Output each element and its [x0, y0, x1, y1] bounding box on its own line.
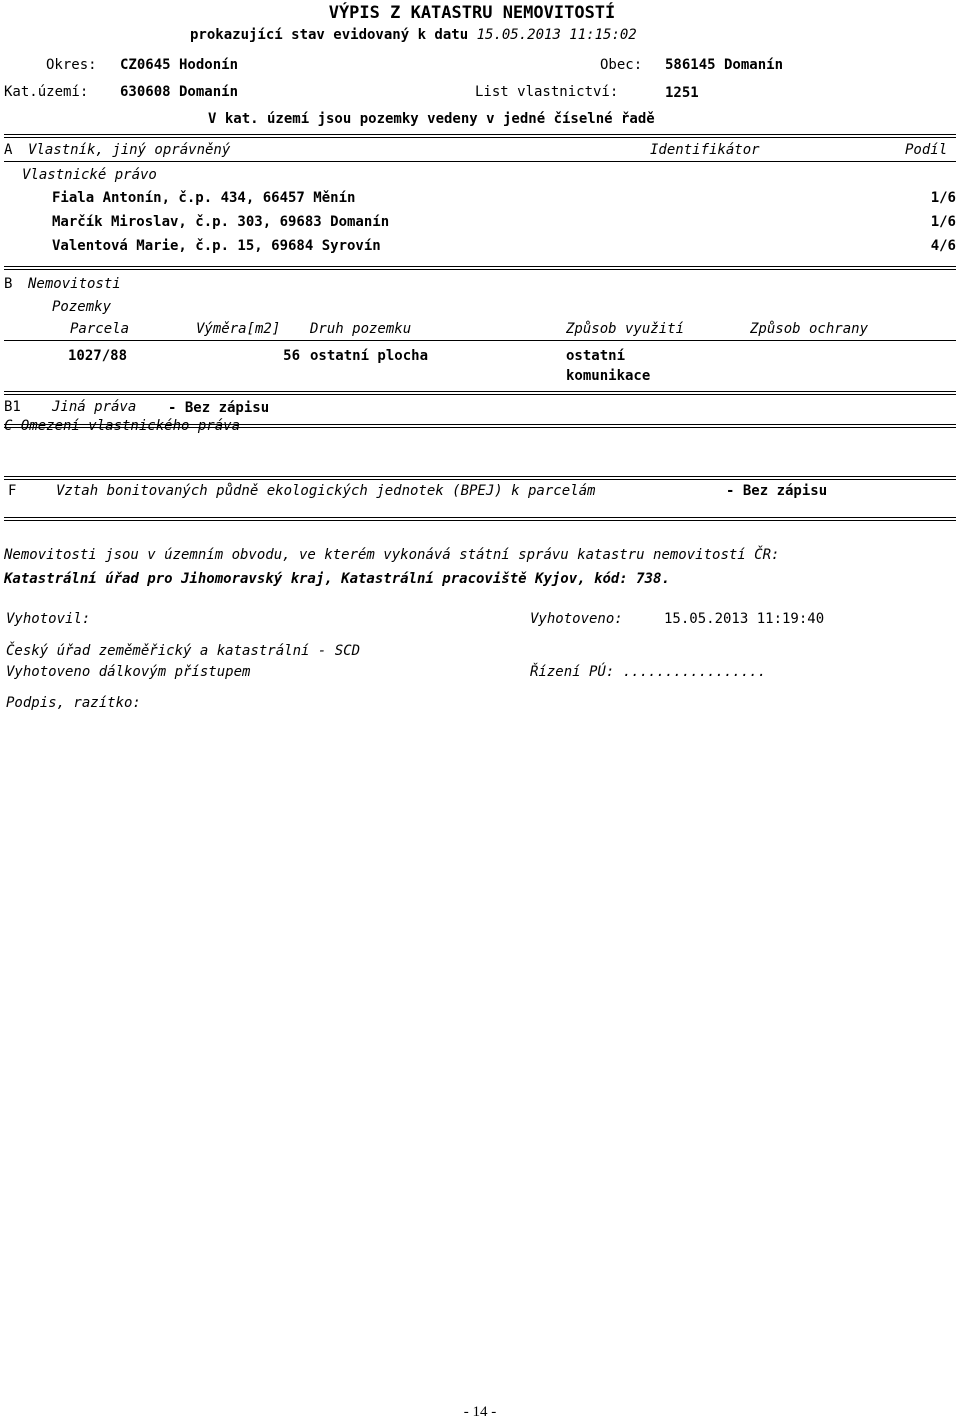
col-zpusob-ochrany: Způsob ochrany — [750, 321, 869, 337]
kat-uzemi-label: Kat.území: — [4, 84, 89, 100]
col-parcela: Parcela — [70, 321, 130, 337]
section-a-letter: A — [4, 142, 13, 158]
section-b1-title: Jiná práva — [52, 399, 137, 415]
owner-name: Fiala Antonín, č.p. 434, 66457 Měnín — [52, 190, 356, 206]
col-podil: Podíl — [905, 142, 948, 158]
parcel-area: 56 — [283, 348, 300, 364]
owner-name: Marčík Miroslav, č.p. 303, 69683 Domanín — [52, 214, 390, 230]
parcel-number: 1027/88 — [68, 348, 128, 364]
owner-share: 4/6 — [930, 238, 956, 254]
numbering-note: V kat. území jsou pozemky vedeny v jedné číselné řadě — [208, 111, 655, 127]
signature-stamp-label: Podpis, razítko: — [6, 695, 141, 711]
report-date: 15.05.2013 11:15:02 — [476, 27, 637, 43]
section-f-bottom-divider — [4, 517, 956, 521]
pozemky-heading: Pozemky — [52, 299, 112, 315]
section-b-title: Nemovitosti — [28, 276, 121, 292]
vlastnicke-pravo-heading: Vlastnické právo — [22, 167, 157, 183]
kat-uzemi-value: 630608 Domanín — [120, 84, 239, 100]
section-f-value: - Bez zápisu — [726, 483, 828, 499]
section-b1-value: - Bez zápisu — [168, 400, 270, 416]
col-druh-pozemku: Druh pozemku — [310, 321, 412, 337]
section-f-title: Vztah bonitovaných půdně ekologických jednotek (BPEJ) k parcelám — [56, 483, 596, 499]
parcel-usage-line2: komunikace — [566, 368, 651, 384]
obec-value: 586145 Domanín — [665, 57, 784, 73]
parcel-usage-line1: ostatní — [566, 348, 626, 364]
vyhotoveno-datetime: 15.05.2013 11:19:40 — [664, 611, 825, 627]
section-b-divider — [4, 266, 956, 270]
vyhotovil-label: Vyhotovil: — [6, 611, 91, 627]
owner-name: Valentová Marie, č.p. 15, 69684 Syrovín — [52, 238, 381, 254]
list-vlastnictvi-label: List vlastnictví: — [475, 84, 619, 100]
office-name-line: Katastrální úřad pro Jihomoravský kraj, Katastrální pracoviště Kyjov, kód: 738. — [4, 571, 670, 587]
section-a-divider — [4, 134, 956, 138]
section-a-title: Vlastník, jiný oprávněný — [28, 142, 231, 158]
vyhotoveno-label: Vyhotoveno: — [530, 611, 623, 627]
section-c-cut-text: C Omezení vlastnického práva — [4, 418, 241, 434]
subtitle-prefix: prokazující stav evidovaný k datu — [190, 27, 469, 43]
col-identifikator: Identifikátor — [650, 142, 760, 158]
parcel-land-type: ostatní plocha — [310, 348, 429, 364]
obec-label: Obec: — [600, 57, 643, 73]
col-zpusob-vyuziti: Způsob využití — [566, 321, 685, 337]
list-vlastnictvi-value: 1251 — [665, 85, 699, 101]
owner-share: 1/6 — [930, 214, 956, 230]
col-vymera: Výměra[m2] — [196, 321, 281, 337]
section-b-letter: B — [4, 276, 13, 292]
section-b1-letter: B1 — [4, 399, 21, 415]
rizeni-pu: Řízení PÚ: ................. — [530, 664, 767, 680]
section-b1-divider — [4, 391, 956, 395]
section-a-header-rule — [4, 161, 956, 162]
okres-label: Okres: — [46, 57, 97, 73]
remote-access-note: Vyhotoveno dálkovým přístupem — [6, 664, 251, 680]
okres-value: CZ0645 Hodonín — [120, 57, 239, 73]
office-jurisdiction-line: Nemovitosti jsou v územním obvodu, ve kterém vykonává státní správu katastru nemovitostí ČR: — [4, 547, 780, 563]
section-f-letter: F — [8, 483, 17, 499]
report-date-line — [190, 26, 637, 44]
page-title: VÝPIS Z KATASTRU NEMOVITOSTÍ — [328, 3, 616, 23]
issuing-office: Český úřad zeměměřický a katastrální - SCD — [6, 643, 361, 659]
owner-share: 1/6 — [930, 190, 956, 206]
section-b-header-rule — [4, 340, 956, 341]
section-f-divider — [4, 476, 956, 480]
page-number: - 14 - — [463, 1404, 497, 1420]
